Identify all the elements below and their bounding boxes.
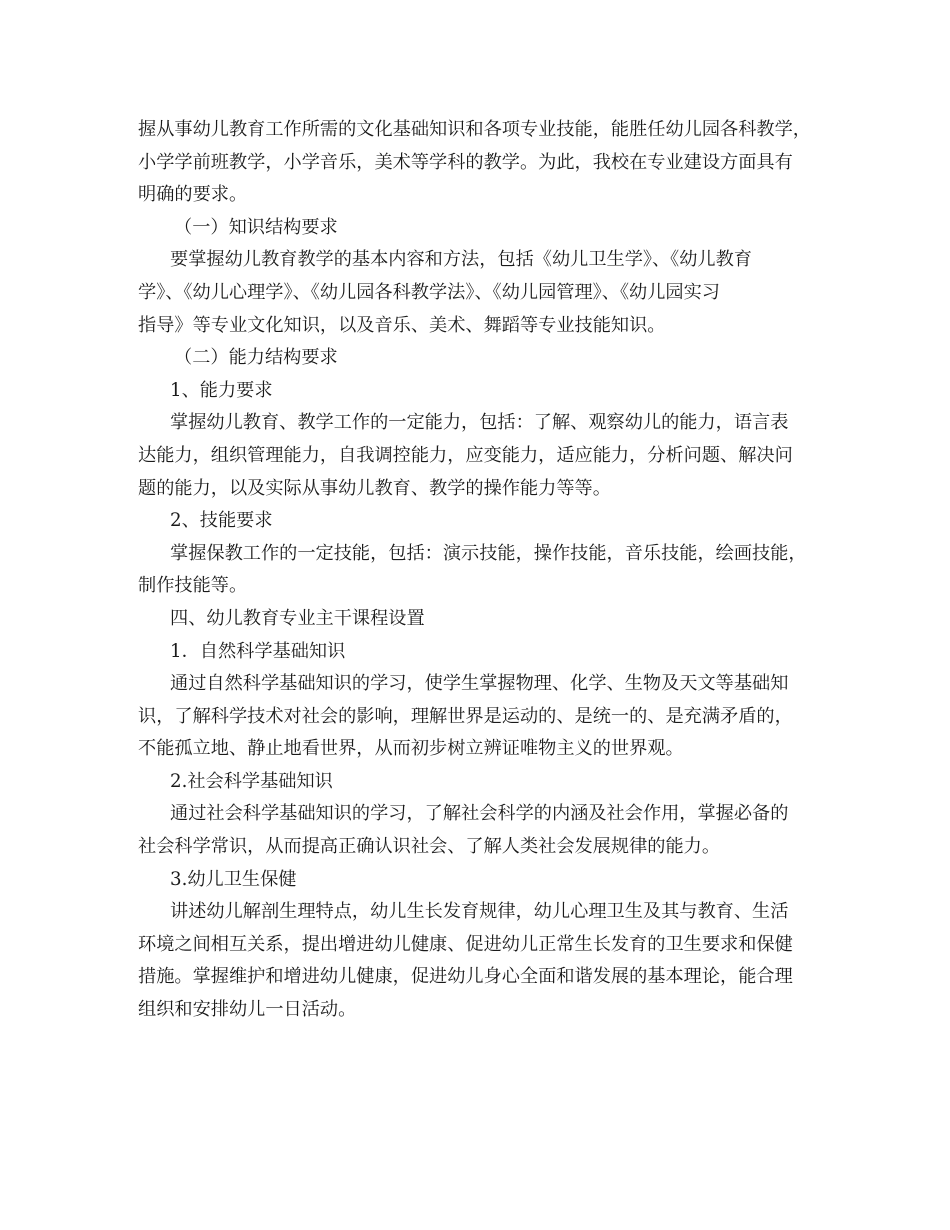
- body-line: 环境之间相互关系，提出增进幼儿健康、促进幼儿正常生长发育的卫生要求和保健: [138, 933, 793, 955]
- body-line: 小学学前班教学，小学音乐，美术等学科的教学。为此，我校在专业建设方面具有: [138, 151, 793, 173]
- paragraph-line: 掌握幼儿教育、教学工作的一定能力，包括：了解、观察幼儿的能力，语言表: [170, 412, 789, 434]
- paragraph-line: 掌握保教工作的一定技能，包括：演示技能，操作技能，音乐技能，绘画技能，: [170, 542, 807, 564]
- body-line: 指导》等专业文化知识，以及音乐、美术、舞蹈等专业技能知识。: [138, 314, 666, 336]
- paragraph-line: 通过社会科学基础知识的学习，了解社会科学的内涵及社会作用，掌握必备的: [170, 803, 789, 825]
- body-line: 组织和安排幼儿一日活动。: [138, 999, 357, 1021]
- body-line: 不能孤立地、静止地看世界，从而初步树立辨证唯物主义的世界观。: [138, 738, 684, 760]
- body-line: 达能力，组织管理能力，自我调控能力，应变能力，适应能力，分析问题、解决问: [138, 444, 793, 466]
- subheading-ability-requirements: 1、能力要求: [170, 379, 273, 401]
- section-heading-ability: （二）能力结构要求: [174, 347, 338, 369]
- paragraph-line: 通过自然科学基础知识的学习，使学生掌握物理、化学、生物及天文等基础知: [170, 673, 789, 695]
- paragraph-line: 要掌握幼儿教育教学的基本内容和方法，包括《幼儿卫生学》、《幼儿教育: [170, 249, 752, 271]
- body-line: 学》、《幼儿心理学》、《幼儿园各科教学法》、《幼儿园管理》、《幼儿园实习: [138, 281, 720, 303]
- subheading-child-health: 3.幼儿卫生保健: [170, 868, 297, 890]
- body-line: 握从事幼儿教育工作所需的文化基础知识和各项专业技能，能胜任幼儿园各科教学，: [138, 119, 811, 140]
- subheading-natural-science: 1．自然科学基础知识: [170, 640, 346, 662]
- subheading-social-science: 2.社会科学基础知识: [170, 770, 333, 792]
- subheading-skill-requirements: 2、技能要求: [170, 510, 273, 532]
- body-line: 题的能力，以及实际从事幼儿教育、教学的操作能力等等。: [138, 477, 611, 499]
- body-line: 识，了解科学技术对社会的影响，理解世界是运动的、是统一的、是充满矛盾的，: [138, 705, 793, 727]
- section-heading-knowledge: （一）知识结构要求: [174, 216, 338, 238]
- paragraph-line: 讲述幼儿解剖生理特点，幼儿生长发育规律，幼儿心理卫生及其与教育、生活: [170, 901, 789, 923]
- body-line: 措施。掌握维护和增进幼儿健康，促进幼儿身心全面和谐发展的基本理论，能合理: [138, 966, 793, 988]
- section-heading-courses: 四、幼儿教育专业主干课程设置: [170, 607, 425, 629]
- body-line: 制作技能等。: [138, 575, 248, 597]
- body-line: 明确的要求。: [138, 184, 248, 206]
- document-body: [138, 114, 828, 1027]
- body-line: 社会科学常识，从而提高正确认识社会、了解人类社会发展规律的能力。: [138, 836, 721, 858]
